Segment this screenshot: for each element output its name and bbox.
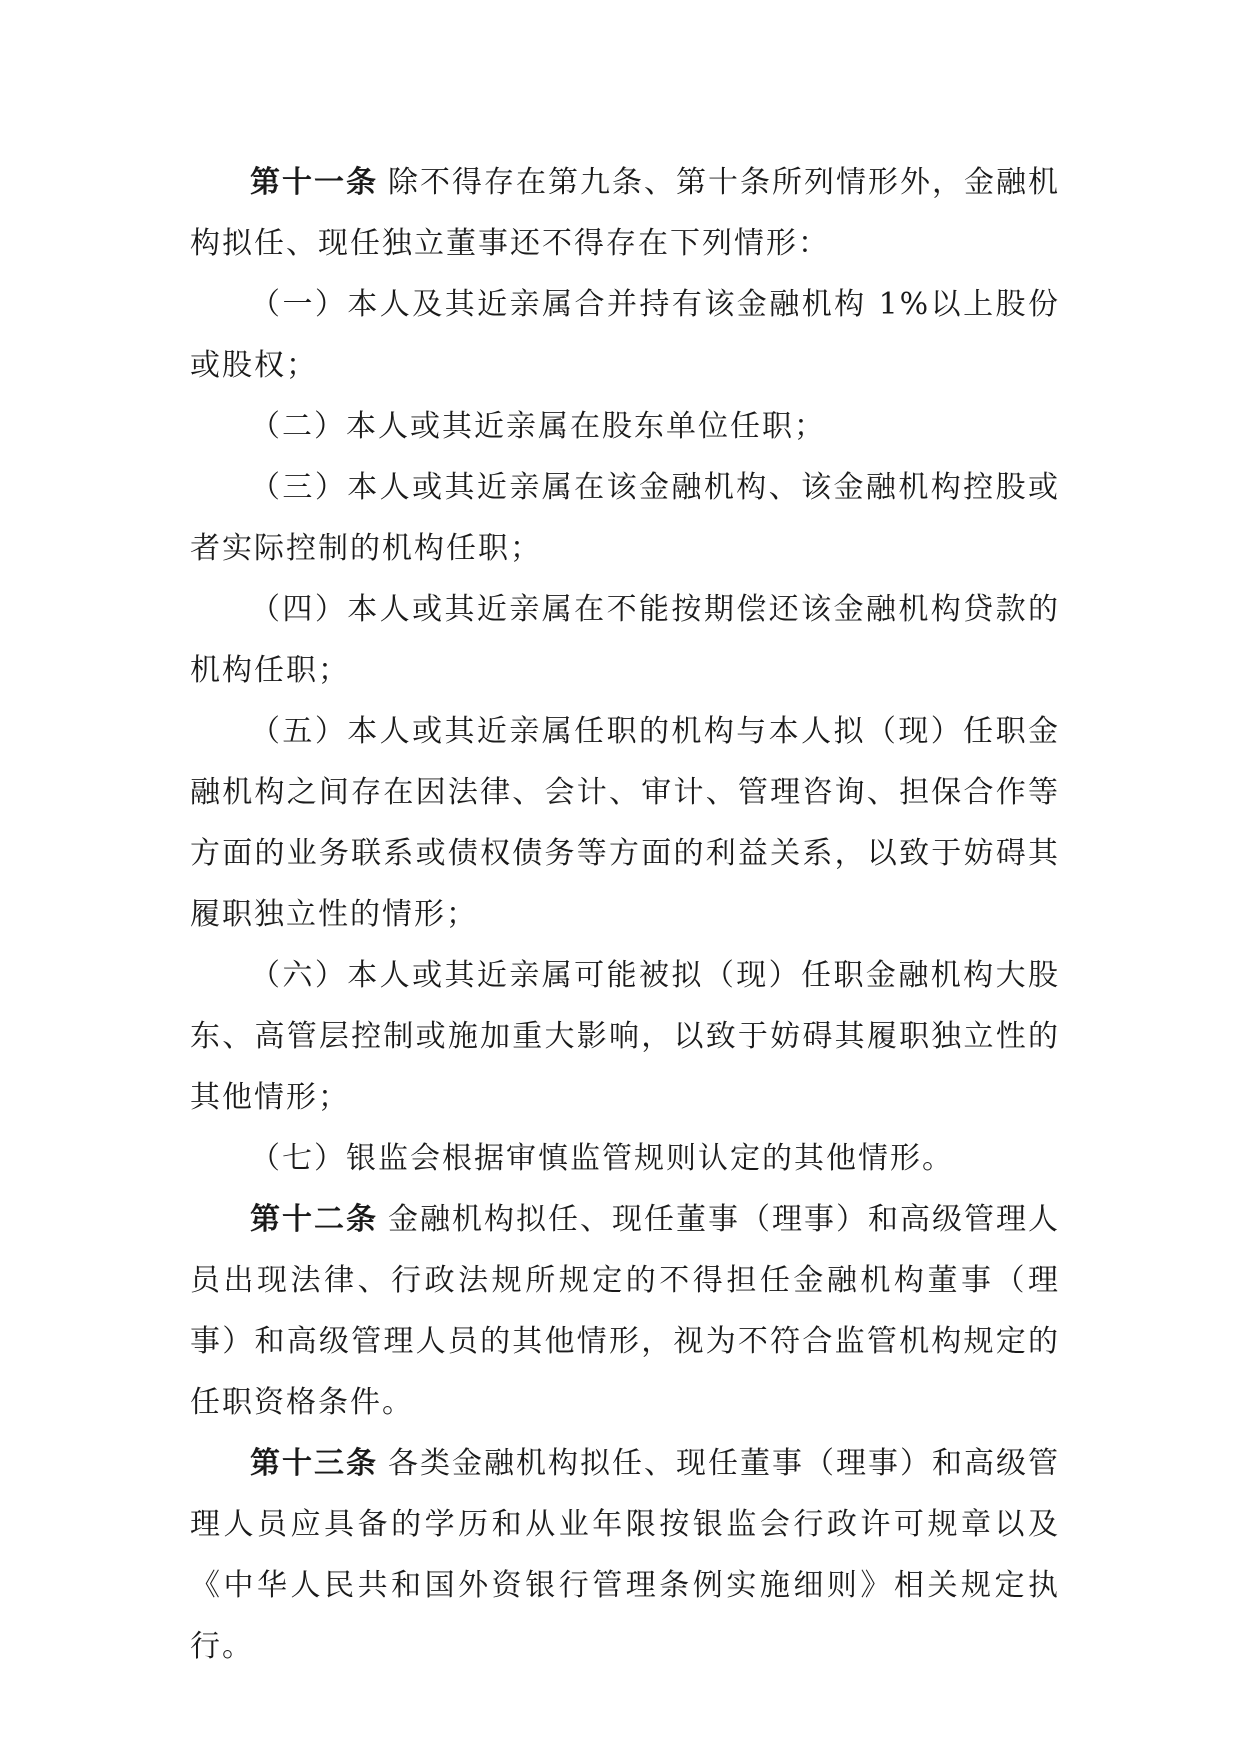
article-11-heading: 第十一条 xyxy=(250,165,378,200)
article-12 xyxy=(190,1189,1060,1433)
article-11-intro-text: 除不得存在第九条、第十条所列情形外，金融机构拟任、现任独立董事还不得存在下列情形： xyxy=(190,165,1060,261)
article-12-text: 金融机构拟任、现任董事（理事）和高级管理人员出现法律、行政法规所规定的不得担任金融机构董事（理事）和高级管理人员的其他情形，视为不符合监管机构规定的任职资格条件。 xyxy=(190,1202,1060,1420)
article-11-item-3: （三）本人或其近亲属在该金融机构、该金融机构控股或者实际控制的机构任职； xyxy=(190,470,1060,566)
article-11-item-4: （四）本人或其近亲属在不能按期偿还该金融机构贷款的机构任职； xyxy=(190,592,1060,688)
article-11-item-6: （六）本人或其近亲属可能被拟（现）任职金融机构大股东、高管层控制或施加重大影响，以致于妨碍其履职独立性的其他情形； xyxy=(190,958,1060,1115)
article-11-item-7: （七）银监会根据审慎监管规则认定的其他情形。 xyxy=(250,1141,954,1176)
article-13-text: 各类金融机构拟任、现任董事（理事）和高级管理人员应具备的学历和从业年限按银监会行政许可规章以及《中华人民共和国外资银行管理条例实施细则》相关规定执行。 xyxy=(190,1446,1060,1664)
article-11-item-2: （二）本人或其近亲属在股东单位任职； xyxy=(250,409,826,444)
article-12-heading: 第十二条 xyxy=(250,1202,378,1237)
article-13 xyxy=(190,1433,1060,1677)
article-13-heading: 第十三条 xyxy=(250,1446,378,1481)
document-body xyxy=(190,152,1060,1677)
article-11-intro xyxy=(190,152,1060,274)
article-11-item-5: （五）本人或其近亲属任职的机构与本人拟（现）任职金融机构之间存在因法律、会计、审计、管理咨询、担保合作等方面的业务联系或债权债务等方面的利益关系，以致于妨碍其履职独立性的情形； xyxy=(190,714,1060,932)
article-11-item-1: （一）本人及其近亲属合并持有该金融机构 1%以上股份或股权； xyxy=(190,287,1060,383)
